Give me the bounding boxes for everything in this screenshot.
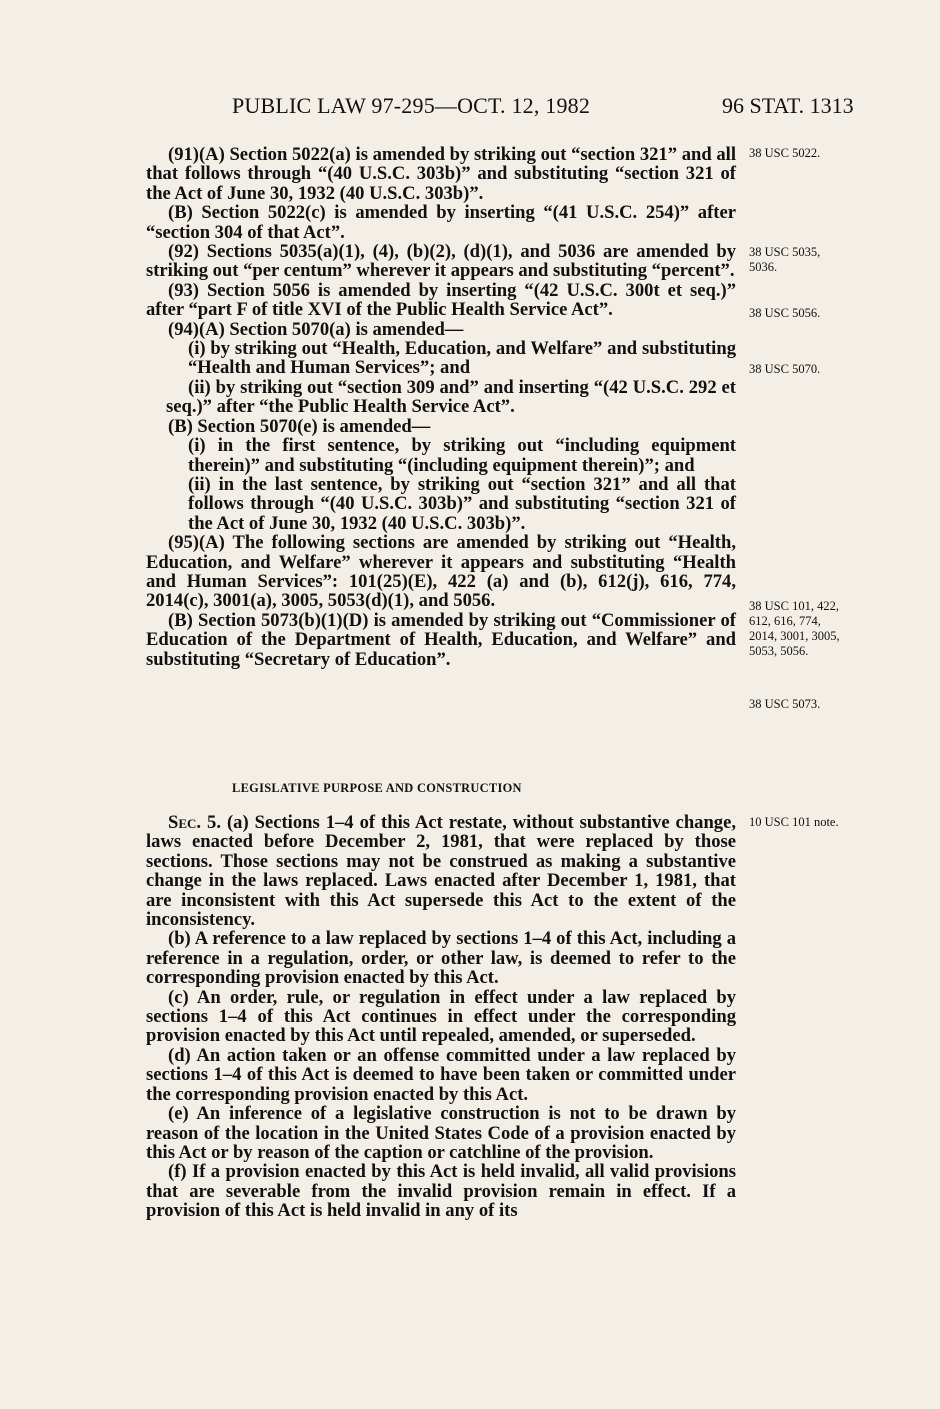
paragraph: (d) An action taken or an offense committed under a law replaced by sections 1–4 of this Act is deemed to have been taken or committed under the corresponding provision enacted by this Act. xyxy=(146,1044,736,1105)
sidenote: 38 USC 5070. xyxy=(749,362,821,376)
paragraph: (94)(A) Section 5070(a) is amended— xyxy=(168,318,464,340)
paragraph-text: (a) Sections 1–4 of this Act restate, without substantive change, laws enacted before December 2, 1981, that were replaced by those sections. Those sections may not be construed as making a substantive change in the laws replaced. Laws enacted after December 1, 1981, that are inconsistent with this Act supersede this Act to the extent of the inconsistency. xyxy=(146,812,736,931)
section-5-block xyxy=(146,813,736,1221)
sidenote: 5036. xyxy=(749,260,778,274)
running-header-title: PUBLIC LAW 97-295—OCT. 12, 1982 xyxy=(232,93,591,118)
paragraph: (B) Section 5070(e) is amended— xyxy=(168,415,431,437)
sidenote: 38 USC 5073. xyxy=(749,697,821,711)
paragraph: (i) in the first sentence, by striking out “including equipment therein)” and substituting “(including equipment therein)”; and xyxy=(188,435,736,476)
sidenote: 38 USC 101, 422, xyxy=(749,599,839,613)
paragraph: (ii) by striking out “section 309 and” and inserting “(42 U.S.C. 292 et seq.)” after “the Public Health Service Act”. xyxy=(166,376,736,418)
paragraph xyxy=(146,813,736,929)
paragraph: (i) by striking out “Health, Education, and Welfare” and substituting “Health and Human Services”; and xyxy=(188,338,736,379)
paragraph: (ii) in the last sentence, by striking out “section 321” and all that follows through “(40 U.S.C. 303b)” and substituting “section 321 of the Act of June 30, 1932 (40 U.S.C. 303b)”. xyxy=(188,473,736,534)
paragraph: (e) An inference of a legislative construction is not to be drawn by reason of the location in the United States Code of a provision enacted by this Act or by reason of the caption or catchline of the provision. xyxy=(146,1103,736,1163)
amendments-block xyxy=(146,145,736,669)
sidenote: 38 USC 5035, xyxy=(749,245,821,259)
section-heading: LEGISLATIVE PURPOSE AND CONSTRUCTION xyxy=(232,781,522,795)
paragraph: (b) A reference to a law replaced by sections 1–4 of this Act, including a reference in a regulation, order, or other law, is deemed to refer to the corresponding provision enacted by this Act. xyxy=(146,928,736,989)
sidenote: 38 USC 5022. xyxy=(749,146,821,160)
paragraph: (93) Section 5056 is amended by inserting “(42 U.S.C. 300t et seq.)” after “part F of title XVI of the Public Health Service Act”. xyxy=(146,279,736,321)
sidenote: 612, 616, 774, xyxy=(749,614,821,628)
sidenote: 2014, 3001, 3005, xyxy=(749,629,840,643)
paragraph: (95)(A) The following sections are amended by striking out “Health, Education, and Welfare” wherever it appears and substituting “Health and Human Services”: 101(25)(E), 422 (a) and (b), 612(j), 616, 774, 2014(c), 3001(a), 3005, 5053(d)(1), and 5056. xyxy=(146,532,736,612)
paragraph: (B) Section 5073(b)(1)(D) is amended by striking out “Commissioner of Education of the Department of Health, Education, and Welfare” and substituting “Secretary of Education”. xyxy=(146,609,736,670)
page-number: 96 STAT. 1313 xyxy=(722,93,854,118)
section-label: Sec. 5. xyxy=(168,812,221,833)
sidenote: 5053, 5056. xyxy=(749,644,809,658)
sidenote: 38 USC 5056. xyxy=(749,306,821,320)
paragraph: (B) Section 5022(c) is amended by inserting “(41 U.S.C. 254)” after “section 304 of that Act”. xyxy=(146,202,736,243)
paragraph: (92) Sections 5035(a)(1), (4), (b)(2), (d)(1), and 5036 are amended by striking out “per centum” wherever it appears and substituting “percent”. xyxy=(146,241,736,282)
paragraph: (c) An order, rule, or regulation in effect under a law replaced by sections 1–4 of this Act continues in effect under the corresponding provision enacted by this Act until repealed, amended, or superseded. xyxy=(146,986,736,1047)
paragraph: (91)(A) Section 5022(a) is amended by striking out “section 321” and all that follows through “(40 U.S.C. 303b)” and substituting “section 321 of the Act of June 30, 1932 (40 U.S.C. 303b)”. xyxy=(146,144,736,204)
paragraph: (f) If a provision enacted by this Act is held invalid, all valid provisions that are severable from the invalid provision remain in effect. If a provision of this Act is held invalid in any of its xyxy=(146,1161,736,1222)
sidenote: 10 USC 101 note. xyxy=(749,815,839,829)
